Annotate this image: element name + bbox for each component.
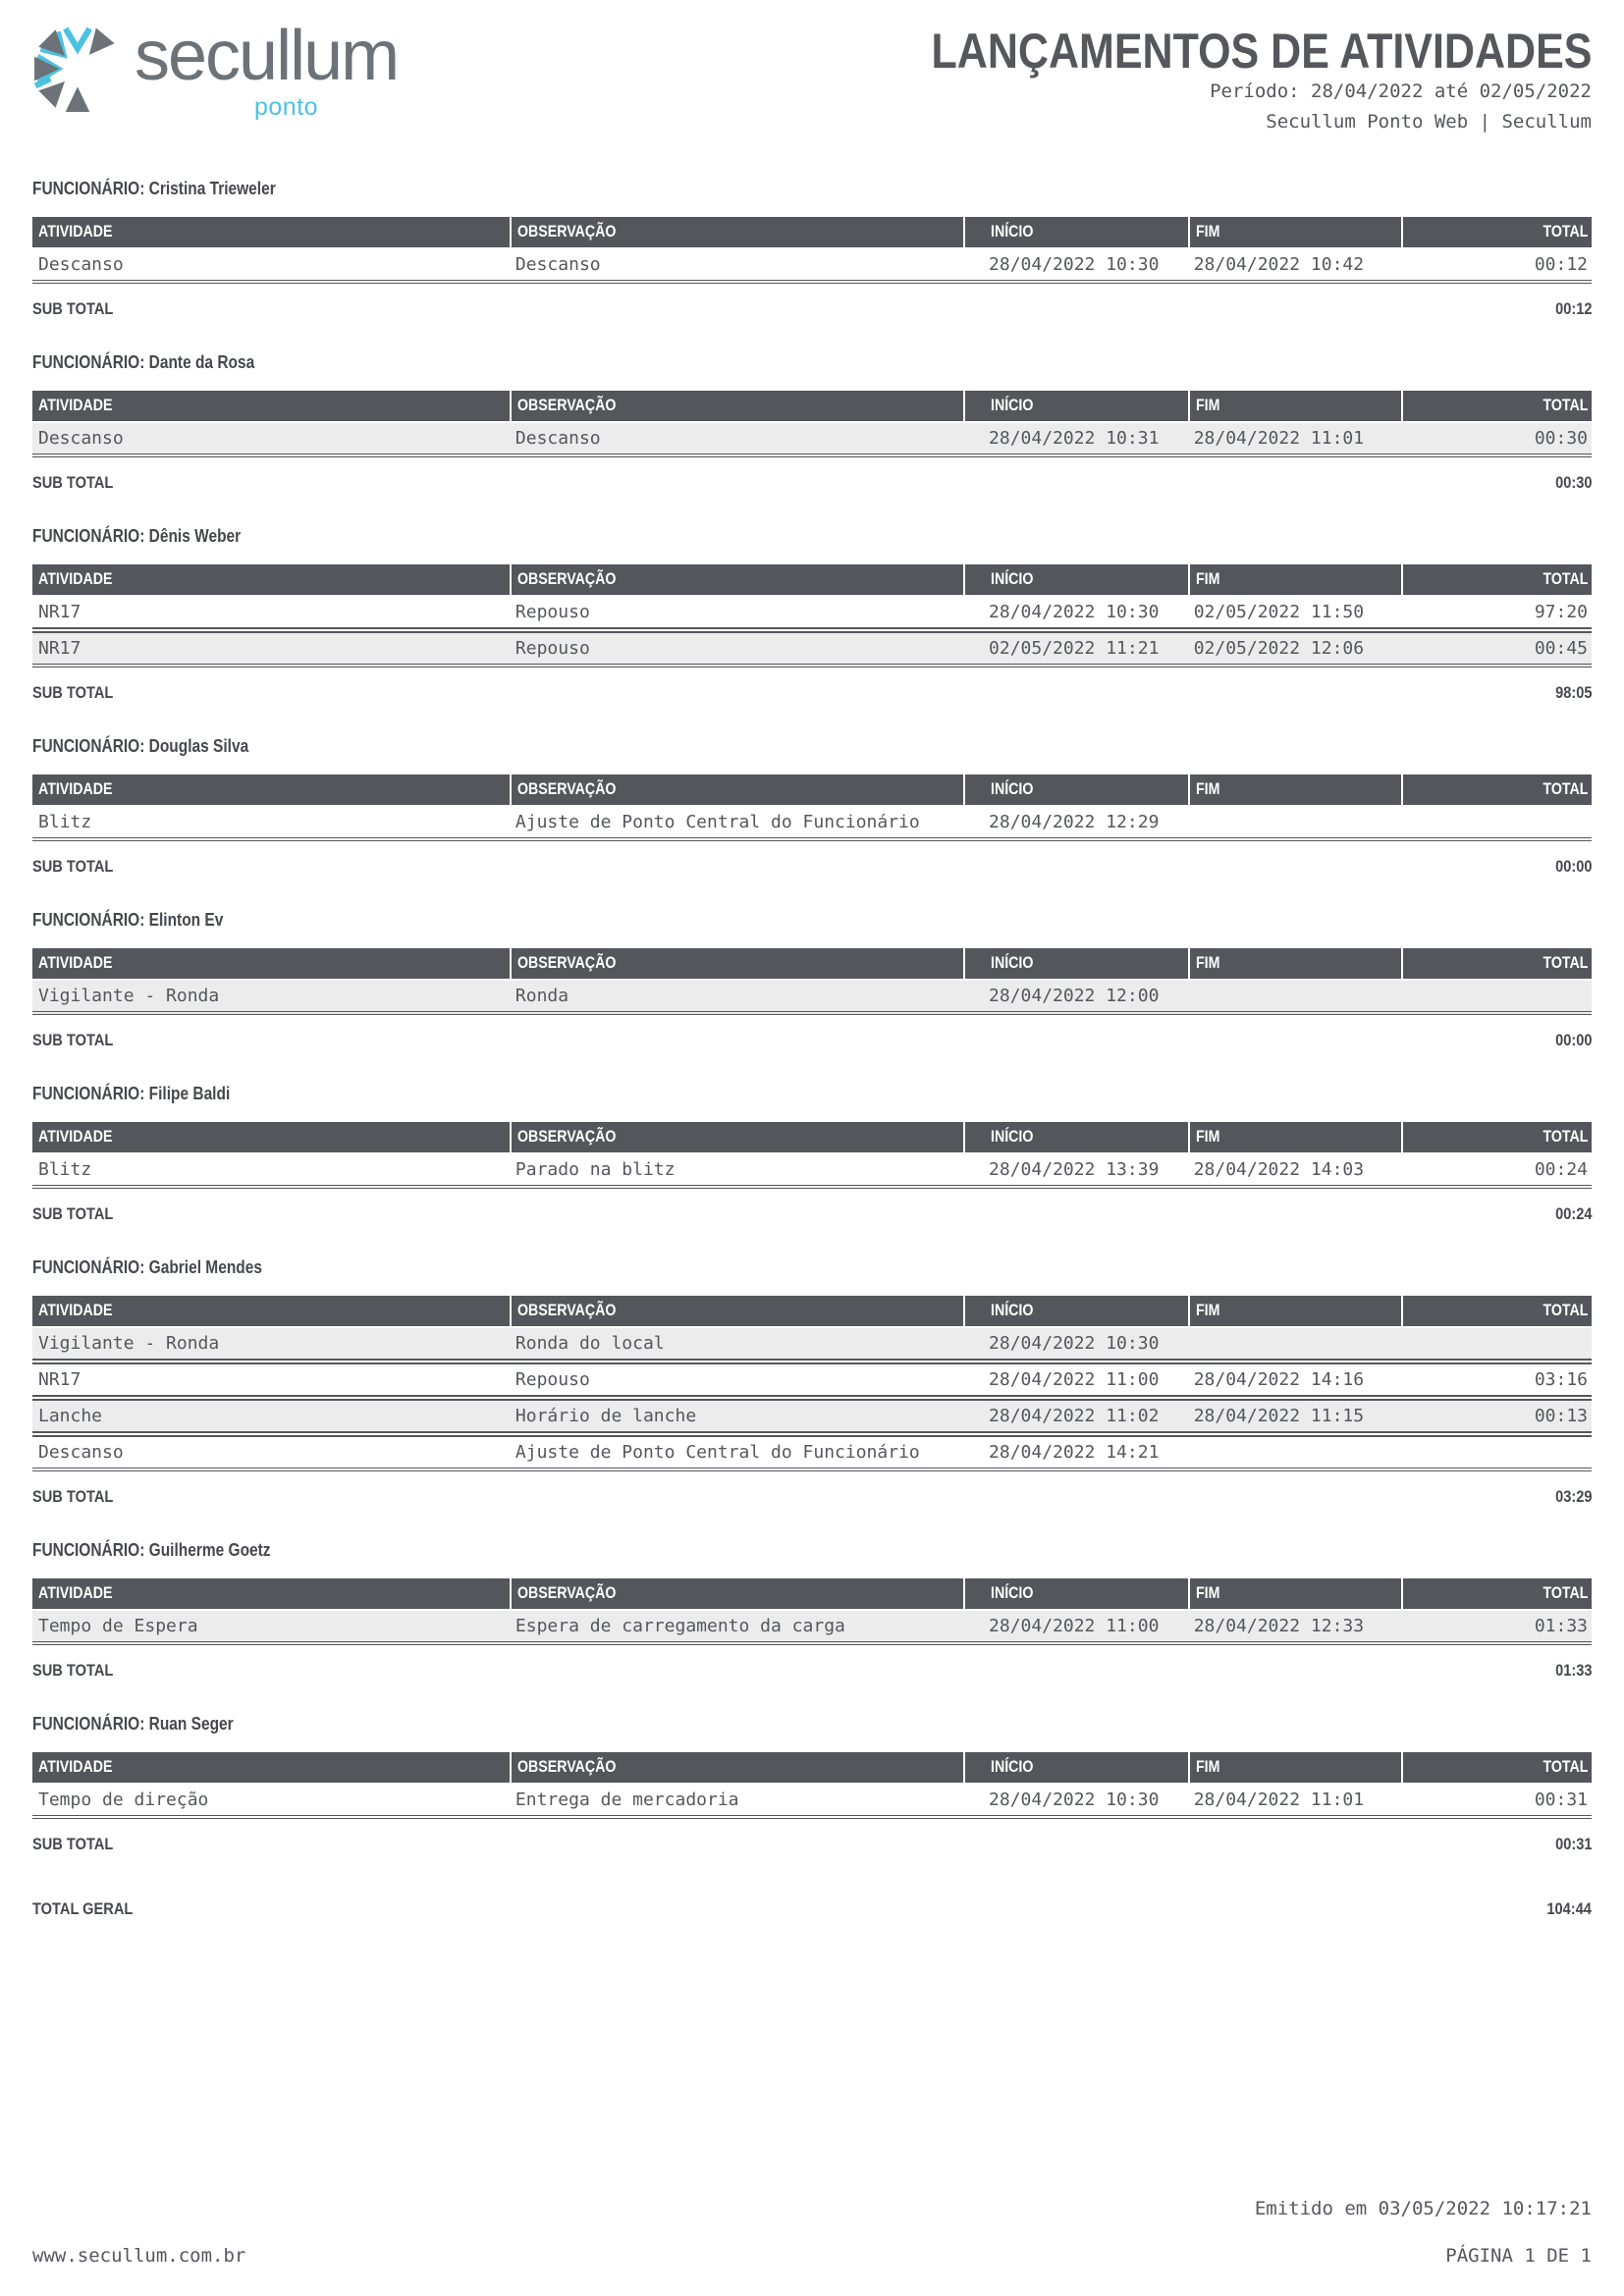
- employee-section: [32, 1540, 1592, 1681]
- column-header-fim: FIM: [1188, 564, 1402, 595]
- subtotal-label: SUB TOTAL: [32, 683, 114, 702]
- activity-row: [32, 597, 1592, 629]
- column-header-total: TOTAL: [1401, 217, 1592, 247]
- column-header-atividade: ATIVIDADE: [32, 948, 510, 979]
- cell-observacao: Repouso: [510, 597, 963, 629]
- subtotal-label: SUB TOTAL: [32, 1835, 114, 1853]
- cell-fim: [1188, 1328, 1402, 1361]
- cell-fim: [1188, 1435, 1402, 1471]
- cell-fim: 28/04/2022 10:42: [1188, 249, 1402, 284]
- cell-atividade: Descanso: [32, 423, 510, 457]
- subtotal-label: SUB TOTAL: [32, 1031, 114, 1049]
- subtotal-row: [32, 299, 1592, 319]
- column-header-atividade: ATIVIDADE: [32, 774, 510, 805]
- cell-inicio: 02/05/2022 11:21: [963, 631, 1188, 667]
- cell-fim: 02/05/2022 11:50: [1188, 597, 1402, 629]
- cell-inicio: 28/04/2022 11:00: [963, 1611, 1188, 1645]
- subtotal-row: [32, 857, 1592, 877]
- logo-text: [135, 18, 398, 120]
- report-source: Secullum Ponto Web | Secullum: [1266, 111, 1592, 133]
- column-header-atividade: ATIVIDADE: [32, 1578, 510, 1609]
- grand-total-value: 104:44: [1546, 1899, 1592, 1918]
- column-header-fim: FIM: [1188, 1752, 1402, 1783]
- report-title-block: [824, 18, 1592, 137]
- cell-inicio: 28/04/2022 10:31: [963, 423, 1188, 457]
- cell-total: 97:20: [1401, 597, 1592, 629]
- employee-section: [32, 1714, 1592, 1854]
- column-header-observacao: OBSERVAÇÃO: [510, 564, 963, 595]
- secullum-starburst-icon: [32, 24, 123, 114]
- column-header-inicio: INÍCIO: [963, 1578, 1188, 1609]
- table-header-row: [32, 1296, 1592, 1326]
- cell-observacao: Parado na blitz: [510, 1154, 963, 1189]
- activity-table: [32, 1576, 1592, 1647]
- cell-observacao: Ronda do local: [510, 1328, 963, 1361]
- column-header-inicio: INÍCIO: [963, 774, 1188, 805]
- column-header-fim: FIM: [1188, 217, 1402, 247]
- column-header-atividade: ATIVIDADE: [32, 1122, 510, 1152]
- employee-name: FUNCIONÁRIO: Gabriel Mendes: [32, 1257, 262, 1277]
- cell-fim: 28/04/2022 11:01: [1188, 1785, 1402, 1819]
- column-header-fim: FIM: [1188, 774, 1402, 805]
- activity-table: [32, 562, 1592, 669]
- cell-observacao: Repouso: [510, 1362, 963, 1397]
- subtotal-value: 00:00: [1554, 857, 1592, 876]
- cell-atividade: Tempo de Espera: [32, 1611, 510, 1645]
- grand-total-row: [32, 1899, 1592, 1919]
- employee-name: FUNCIONÁRIO: Dênis Weber: [32, 526, 242, 546]
- table-header-row: [32, 217, 1592, 247]
- cell-fim: 28/04/2022 11:15: [1188, 1399, 1402, 1433]
- cell-inicio: 28/04/2022 12:00: [963, 981, 1188, 1015]
- column-header-total: TOTAL: [1401, 1578, 1592, 1609]
- cell-observacao: Ajuste de Ponto Central do Funcionário: [510, 1435, 963, 1471]
- column-header-atividade: ATIVIDADE: [32, 564, 510, 595]
- employee-section: [32, 1257, 1592, 1507]
- cell-fim: [1188, 981, 1402, 1015]
- cell-total: 00:31: [1401, 1785, 1592, 1819]
- activity-table: [32, 389, 1592, 459]
- employee-section: [32, 910, 1592, 1050]
- cell-inicio: 28/04/2022 10:30: [963, 1328, 1188, 1361]
- page-number: PÁGINA 1 DE 1: [1445, 2245, 1592, 2267]
- subtotal-label: SUB TOTAL: [32, 1661, 114, 1680]
- column-header-atividade: ATIVIDADE: [32, 391, 510, 421]
- activity-table: [32, 215, 1592, 286]
- activity-table: [32, 1750, 1592, 1821]
- employee-name: FUNCIONÁRIO: Ruan Seger: [32, 1714, 234, 1734]
- column-header-total: TOTAL: [1401, 948, 1592, 979]
- activity-row: [32, 249, 1592, 284]
- employee-section: [32, 179, 1592, 319]
- column-header-inicio: INÍCIO: [963, 1752, 1188, 1783]
- cell-total: [1401, 807, 1592, 841]
- cell-observacao: Ajuste de Ponto Central do Funcionário: [510, 807, 963, 841]
- subtotal-row: [32, 1031, 1592, 1050]
- report-footer: [32, 2198, 1592, 2267]
- employee-name: FUNCIONÁRIO: Dante da Rosa: [32, 352, 255, 372]
- subtotal-value: 00:24: [1554, 1204, 1592, 1223]
- subtotal-row: [32, 473, 1592, 493]
- subtotal-value: 98:05: [1554, 683, 1592, 702]
- column-header-total: TOTAL: [1401, 1122, 1592, 1152]
- column-header-inicio: INÍCIO: [963, 948, 1188, 979]
- subtotal-value: 03:29: [1554, 1487, 1592, 1506]
- column-header-total: TOTAL: [1401, 564, 1592, 595]
- column-header-inicio: INÍCIO: [963, 564, 1188, 595]
- employee-section: [32, 736, 1592, 877]
- cell-fim: 02/05/2022 12:06: [1188, 631, 1402, 667]
- subtotal-value: 00:31: [1554, 1835, 1592, 1853]
- column-header-fim: FIM: [1188, 948, 1402, 979]
- subtotal-row: [32, 1835, 1592, 1854]
- cell-total: 00:12: [1401, 249, 1592, 284]
- activity-row: [32, 1611, 1592, 1645]
- subtotal-label: SUB TOTAL: [32, 857, 114, 876]
- cell-atividade: Vigilante - Ronda: [32, 981, 510, 1015]
- table-header-row: [32, 774, 1592, 805]
- logo-brand: secullum: [135, 17, 399, 95]
- subtotal-row: [32, 1204, 1592, 1224]
- column-header-atividade: ATIVIDADE: [32, 1752, 510, 1783]
- cell-atividade: Descanso: [32, 249, 510, 284]
- column-header-total: TOTAL: [1401, 774, 1592, 805]
- employee-section: [32, 352, 1592, 493]
- column-header-atividade: ATIVIDADE: [32, 217, 510, 247]
- column-header-observacao: OBSERVAÇÃO: [510, 1752, 963, 1783]
- subtotal-label: SUB TOTAL: [32, 473, 114, 492]
- employee-section: [32, 526, 1592, 703]
- column-header-inicio: INÍCIO: [963, 1122, 1188, 1152]
- column-header-observacao: OBSERVAÇÃO: [510, 774, 963, 805]
- column-header-observacao: OBSERVAÇÃO: [510, 1122, 963, 1152]
- column-header-observacao: OBSERVAÇÃO: [510, 217, 963, 247]
- column-header-total: TOTAL: [1401, 1296, 1592, 1326]
- cell-total: 01:33: [1401, 1611, 1592, 1645]
- cell-atividade: NR17: [32, 631, 510, 667]
- cell-inicio: 28/04/2022 13:39: [963, 1154, 1188, 1189]
- page-title: LANÇAMENTOS DE ATIVIDADES: [931, 24, 1592, 79]
- subtotal-label: SUB TOTAL: [32, 1204, 114, 1223]
- cell-fim: 28/04/2022 14:03: [1188, 1154, 1402, 1189]
- column-header-observacao: OBSERVAÇÃO: [510, 1578, 963, 1609]
- cell-total: 00:30: [1401, 423, 1592, 457]
- table-header-row: [32, 1122, 1592, 1152]
- cell-observacao: Repouso: [510, 631, 963, 667]
- subtotal-row: [32, 683, 1592, 703]
- activity-row: [32, 1435, 1592, 1471]
- cell-total: 00:45: [1401, 631, 1592, 667]
- table-header-row: [32, 1578, 1592, 1609]
- cell-inicio: 28/04/2022 14:21: [963, 1435, 1188, 1471]
- cell-fim: 28/04/2022 14:16: [1188, 1362, 1402, 1397]
- column-header-total: TOTAL: [1401, 1752, 1592, 1783]
- subtotal-value: 00:30: [1554, 473, 1592, 492]
- secullum-logo: [32, 18, 398, 120]
- cell-total: 03:16: [1401, 1362, 1592, 1397]
- logo-product: ponto: [254, 93, 319, 121]
- cell-atividade: Lanche: [32, 1399, 510, 1433]
- activity-row: [32, 1785, 1592, 1819]
- subtotal-value: 01:33: [1554, 1661, 1592, 1680]
- activity-row: [32, 1328, 1592, 1361]
- cell-observacao: Descanso: [510, 423, 963, 457]
- activity-row: [32, 807, 1592, 841]
- column-header-inicio: INÍCIO: [963, 217, 1188, 247]
- cell-total: [1401, 981, 1592, 1015]
- column-header-fim: FIM: [1188, 1122, 1402, 1152]
- table-header-row: [32, 948, 1592, 979]
- subtotal-value: 00:00: [1554, 1031, 1592, 1049]
- table-header-row: [32, 1752, 1592, 1783]
- cell-atividade: Descanso: [32, 1435, 510, 1471]
- activity-row: [32, 1154, 1592, 1189]
- column-header-total: TOTAL: [1401, 391, 1592, 421]
- cell-atividade: Blitz: [32, 1154, 510, 1189]
- employee-name: FUNCIONÁRIO: Cristina Trieweler: [32, 179, 276, 198]
- column-header-fim: FIM: [1188, 1296, 1402, 1326]
- grand-total-label: TOTAL GERAL: [32, 1899, 134, 1918]
- cell-fim: [1188, 807, 1402, 841]
- cell-fim: 28/04/2022 11:01: [1188, 423, 1402, 457]
- website-link: www.secullum.com.br: [32, 2245, 246, 2267]
- activity-table: [32, 1120, 1592, 1191]
- employee-sections: [32, 179, 1592, 1854]
- cell-observacao: Espera de carregamento da carga: [510, 1611, 963, 1645]
- activity-row: [32, 423, 1592, 457]
- activity-row: [32, 631, 1592, 667]
- table-header-row: [32, 391, 1592, 421]
- cell-total: 00:24: [1401, 1154, 1592, 1189]
- cell-atividade: Blitz: [32, 807, 510, 841]
- subtotal-value: 00:12: [1554, 299, 1592, 318]
- employee-name: FUNCIONÁRIO: Douglas Silva: [32, 736, 249, 756]
- cell-atividade: NR17: [32, 597, 510, 629]
- column-header-atividade: ATIVIDADE: [32, 1296, 510, 1326]
- column-header-inicio: INÍCIO: [963, 391, 1188, 421]
- report-period: Período: 28/04/2022 até 02/05/2022: [1210, 80, 1592, 102]
- cell-total: [1401, 1328, 1592, 1361]
- employee-section: [32, 1084, 1592, 1224]
- cell-total: 00:13: [1401, 1399, 1592, 1433]
- cell-observacao: Entrega de mercadoria: [510, 1785, 963, 1819]
- cell-observacao: Ronda: [510, 981, 963, 1015]
- cell-observacao: Descanso: [510, 249, 963, 284]
- activity-table: [32, 1294, 1592, 1473]
- cell-inicio: 28/04/2022 12:29: [963, 807, 1188, 841]
- cell-total: [1401, 1435, 1592, 1471]
- column-header-observacao: OBSERVAÇÃO: [510, 948, 963, 979]
- activity-table: [32, 946, 1592, 1017]
- activity-table: [32, 773, 1592, 843]
- column-header-observacao: OBSERVAÇÃO: [510, 391, 963, 421]
- cell-atividade: Tempo de direção: [32, 1785, 510, 1819]
- cell-observacao: Horário de lanche: [510, 1399, 963, 1433]
- column-header-observacao: OBSERVAÇÃO: [510, 1296, 963, 1326]
- column-header-inicio: INÍCIO: [963, 1296, 1188, 1326]
- employee-name: FUNCIONÁRIO: Elinton Ev: [32, 910, 224, 930]
- cell-atividade: Vigilante - Ronda: [32, 1328, 510, 1361]
- cell-atividade: NR17: [32, 1362, 510, 1397]
- activity-row: [32, 1399, 1592, 1433]
- cell-inicio: 28/04/2022 11:02: [963, 1399, 1188, 1433]
- table-header-row: [32, 564, 1592, 595]
- cell-inicio: 28/04/2022 10:30: [963, 1785, 1188, 1819]
- emitted-timestamp: Emitido em 03/05/2022 10:17:21: [1254, 2198, 1592, 2219]
- subtotal-label: SUB TOTAL: [32, 1487, 114, 1506]
- subtotal-row: [32, 1661, 1592, 1681]
- cell-fim: 28/04/2022 12:33: [1188, 1611, 1402, 1645]
- column-header-fim: FIM: [1188, 391, 1402, 421]
- report-header: [32, 18, 1592, 137]
- cell-inicio: 28/04/2022 10:30: [963, 249, 1188, 284]
- column-header-fim: FIM: [1188, 1578, 1402, 1609]
- cell-inicio: 28/04/2022 11:00: [963, 1362, 1188, 1397]
- cell-inicio: 28/04/2022 10:30: [963, 597, 1188, 629]
- activity-row: [32, 1362, 1592, 1397]
- activity-row: [32, 981, 1592, 1015]
- employee-name: FUNCIONÁRIO: Filipe Baldi: [32, 1084, 231, 1103]
- subtotal-row: [32, 1487, 1592, 1507]
- employee-name: FUNCIONÁRIO: Guilherme Goetz: [32, 1540, 271, 1560]
- subtotal-label: SUB TOTAL: [32, 299, 114, 318]
